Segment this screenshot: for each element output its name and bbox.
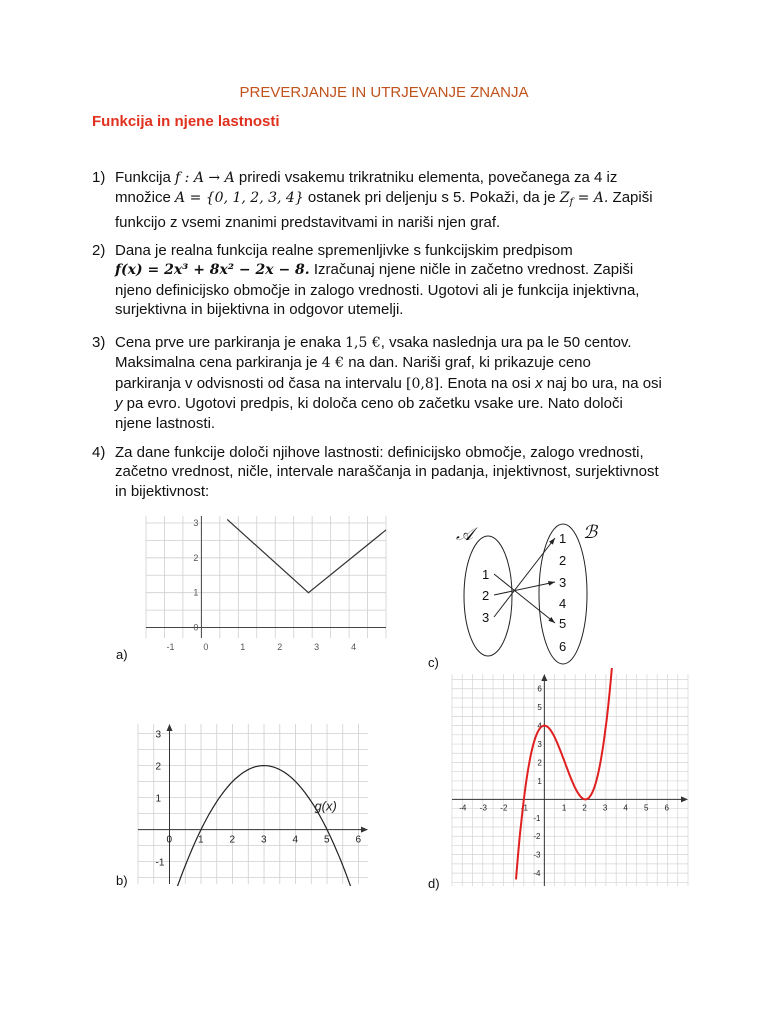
figure-c-label: c)	[428, 655, 439, 670]
mapping-diagram-c	[450, 516, 620, 666]
page-title: PREVERJANJE IN UTRJEVANJE ZNANJA	[239, 84, 529, 101]
series-line	[227, 519, 386, 592]
x-tick-label: -4	[459, 803, 467, 813]
task-text: Maksimalna cena parkiranja je	[115, 354, 318, 372]
y-tick-label: 3	[537, 740, 542, 750]
x-tick-label: -1	[520, 803, 528, 813]
math-subscript: f	[569, 197, 574, 209]
curve-label: g(x)	[314, 798, 337, 814]
y-tick-label: 2	[155, 761, 162, 773]
x-tick-label: 0	[166, 834, 173, 846]
math-symbol: Z	[559, 190, 570, 207]
task-number: 3)	[92, 334, 106, 351]
set-a-element: 3	[482, 610, 490, 625]
task-number: 2)	[92, 242, 106, 259]
task-number: 4)	[92, 444, 106, 461]
task-text: Funkcija	[115, 169, 171, 186]
task-4	[92, 443, 692, 501]
task-text: parkiranja v odvisnosti od časa	[115, 374, 321, 392]
set-b-element: 4	[559, 596, 567, 611]
set-b-element: 5	[559, 616, 567, 631]
task-text: surjektivna in bijektivna in odgovor utemelji.	[115, 301, 404, 319]
y-tick-label: 0	[193, 622, 199, 633]
graph-d	[448, 668, 690, 888]
task-text: priredi vsakemu trikratniku elementa, povečanega za 4 iz	[238, 169, 618, 186]
x-tick-label: 2	[229, 834, 236, 846]
set-a-element: 1	[482, 567, 490, 582]
graph-a	[140, 512, 388, 654]
y-tick-label: 1	[193, 587, 199, 598]
x-tick-label: 5	[643, 803, 649, 813]
figure-a-label: a)	[116, 647, 128, 662]
task-text: Zapiši	[612, 189, 653, 207]
y-tick-label: 6	[537, 684, 542, 694]
y-tick-label: -1	[155, 857, 165, 869]
mapping-arrow	[494, 582, 555, 595]
task-text: in bijektivnost:	[115, 482, 210, 500]
x-tick-label: 4	[351, 642, 357, 652]
set-b-element: 1	[559, 531, 567, 546]
x-tick-label: 1	[240, 642, 246, 652]
y-tick-label: 4	[537, 721, 542, 731]
x-tick-label: 1	[198, 834, 204, 846]
x-tick-label: 3	[261, 834, 267, 846]
set-b-element: 3	[559, 575, 567, 590]
y-tick-label: 5	[537, 703, 542, 713]
figure-d-label: d)	[428, 876, 440, 891]
task-text: njeno definicijsko območje in zalogo vrednosti. Ugotovi ali je funkcija injektivna,	[115, 281, 640, 299]
task-text: Za dane funkcije določi njihove lastnosti: definicijsko območje, zalogo vrednosti,	[115, 444, 644, 461]
y-axis-arrow	[167, 724, 173, 731]
task-text: njene lastnosti.	[115, 414, 216, 432]
y-tick-label: -1	[533, 813, 541, 823]
axis-variable: x	[535, 374, 543, 392]
task-text: na dan. Nariši graf, ki prikazuje ceno	[348, 354, 591, 372]
task-1	[92, 168, 692, 232]
x-tick-label: 2	[582, 803, 587, 813]
task-text: Izračunaj njene ničle in začetno vrednost. Zapiši	[313, 261, 634, 279]
series-curve	[160, 766, 365, 886]
math-expression: A = {0, 1, 2, 3, 4}	[175, 190, 304, 207]
x-tick-label: 4	[292, 834, 299, 846]
set-b-label: ℬ	[583, 522, 598, 542]
y-tick-label: 1	[537, 776, 542, 786]
x-tick-label: -2	[500, 803, 508, 813]
figure-b-label: b)	[116, 873, 128, 888]
x-tick-label: 5	[324, 834, 330, 846]
task-text: ostanek pri deljenju s 5. Pokaži, da je	[307, 189, 556, 207]
mapping-arrowhead	[549, 538, 555, 545]
math-expression: f : A → A	[175, 170, 235, 186]
task-text: začetno vrednost, ničle, intervale naraščanja in padanja, injektivnost, surjektivnost	[115, 463, 659, 481]
set-a-label: 𝒜	[456, 524, 474, 544]
y-tick-label: -3	[533, 850, 541, 860]
task-text: . Enota na osi	[439, 374, 531, 392]
task-text: funkcijo z vsemi znanimi predstavitvami in nariši njen graf.	[115, 213, 501, 231]
section-subtitle: Funkcija in njene lastnosti	[92, 113, 280, 130]
x-tick-label: -3	[479, 803, 487, 813]
y-tick-label: 1	[155, 793, 162, 805]
price-value: 4 €	[321, 355, 345, 372]
x-tick-label: 2	[277, 642, 283, 652]
task-2	[92, 241, 692, 320]
graph-b	[130, 718, 372, 886]
price-value: 1,5 €	[345, 335, 381, 351]
task-text: množice	[115, 189, 171, 207]
x-axis-arrow	[681, 796, 688, 802]
mapping-arrow	[494, 574, 555, 623]
math-formula: f(x) = 2x³ + 8x² − 2x − 8.	[115, 262, 310, 279]
task-text: pa evro	[126, 395, 177, 413]
y-tick-label: 2	[537, 758, 542, 768]
x-axis-arrow	[361, 827, 368, 833]
task-number: 1)	[92, 169, 106, 186]
set-a-element: 2	[482, 588, 490, 603]
x-tick-label: 4	[623, 803, 628, 813]
math-expression	[559, 190, 609, 209]
task-text: . Ugotovi predpis, ki določa ceno ob začetku vsake ure. Nato določi	[176, 395, 623, 413]
y-tick-label: -4	[533, 869, 541, 879]
task-3	[92, 333, 692, 433]
y-tick-label: -2	[533, 832, 541, 842]
y-tick-label: 3	[193, 517, 199, 528]
x-tick-label: -1	[166, 642, 175, 652]
y-tick-label: 2	[193, 552, 199, 563]
x-tick-label: 6	[355, 834, 362, 846]
set-b-element: 6	[559, 639, 567, 654]
axis-variable: y	[115, 395, 123, 413]
y-axis-arrow	[541, 674, 547, 681]
set-b-element: 2	[559, 553, 567, 568]
x-tick-label: 3	[602, 803, 608, 813]
task-text: naj bo ura, na osi	[546, 374, 662, 392]
x-tick-label: 1	[561, 803, 567, 813]
interval-value: [0,8]	[406, 375, 440, 392]
y-tick-label: 3	[155, 729, 162, 741]
task-text: , vsaka naslednja ura pa le 50 centov.	[380, 334, 632, 351]
x-tick-label: 0	[203, 642, 209, 652]
task-text: na intervalu	[324, 374, 402, 392]
x-tick-label: 3	[314, 642, 320, 652]
x-tick-label: 6	[664, 803, 669, 813]
task-text: Dana je realna funkcija realne spremenljivke s funkcijskim predpisom	[115, 242, 573, 259]
series-curve	[516, 668, 613, 879]
task-text: Cena prve ure parkiranja je enaka	[115, 334, 341, 351]
math-symbol: = A.	[573, 190, 609, 207]
